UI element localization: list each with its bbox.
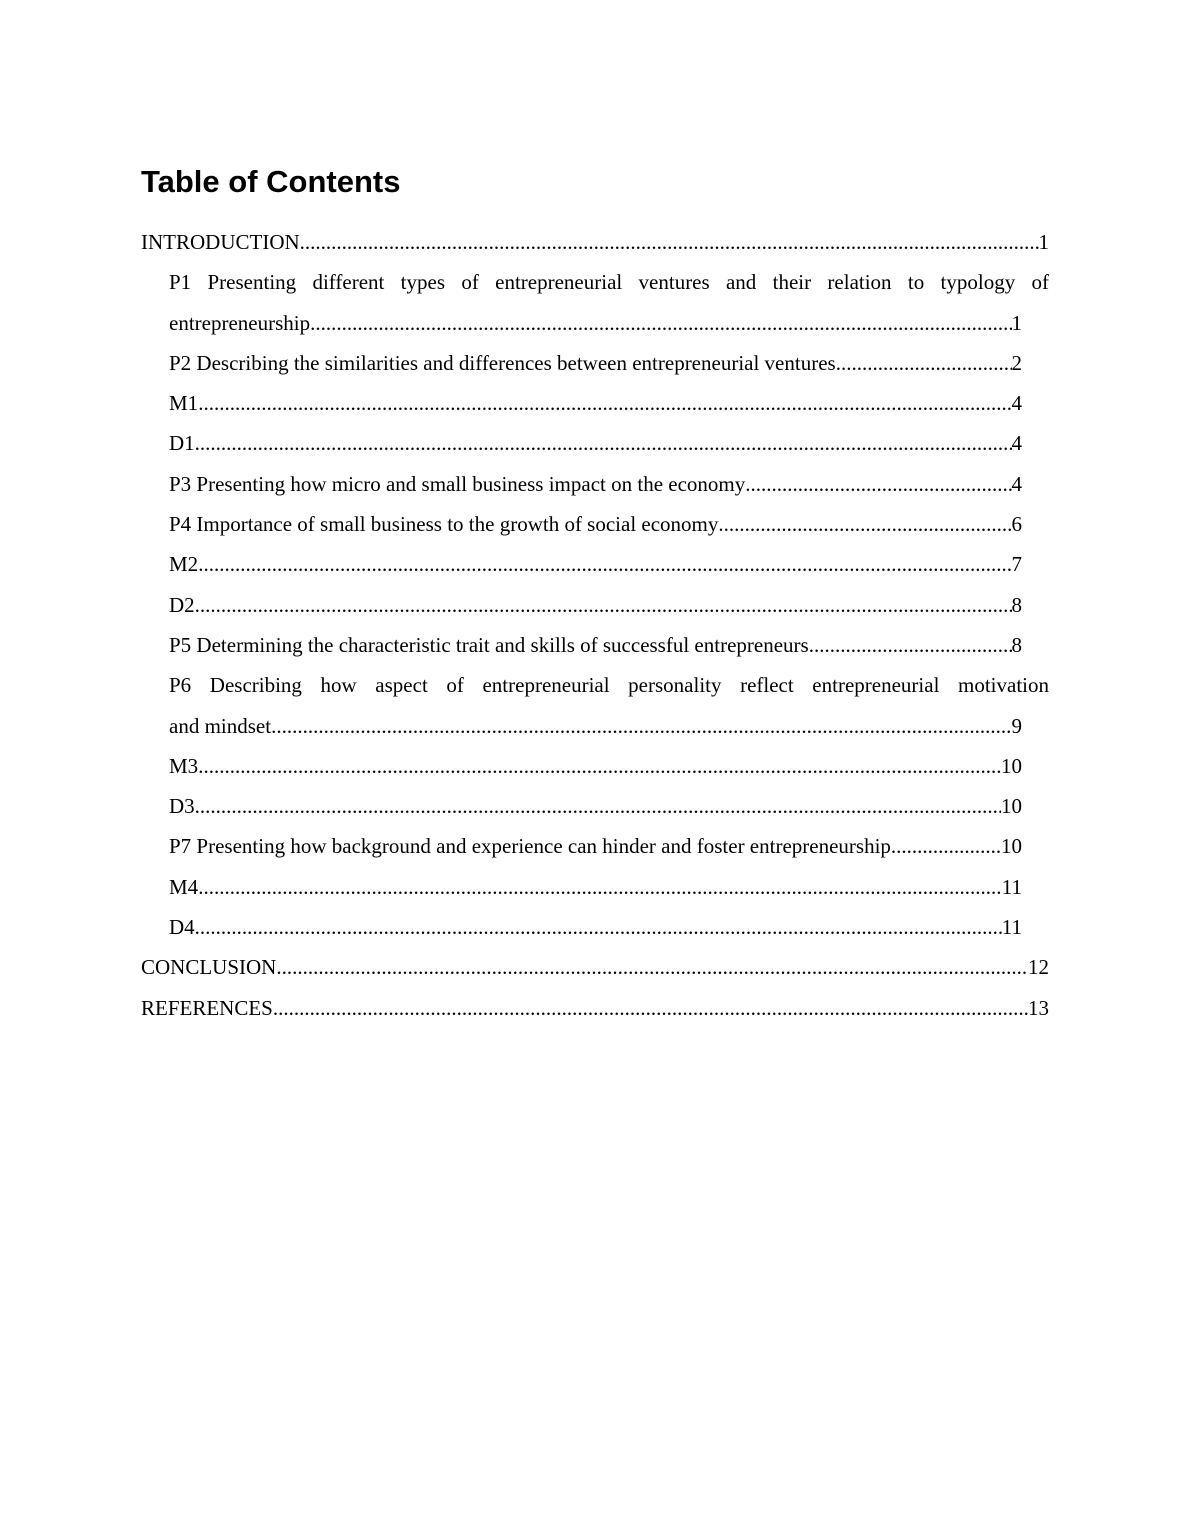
toc-page-number: 6: [1011, 512, 1022, 537]
dot-leader: [718, 504, 1011, 544]
table-of-contents: [141, 222, 1163, 1028]
toc-page-number: 10: [1001, 794, 1022, 819]
toc-entry-p1[interactable]: [141, 262, 1163, 343]
dot-leader: [271, 706, 1011, 746]
toc-entry-d4[interactable]: [141, 907, 1163, 947]
toc-entry-label: INTRODUCTION: [141, 230, 300, 254]
toc-entry-label-line1: P6 Describing how aspect of entrepreneurial personality reflect entrepreneurial motivation: [169, 673, 1049, 698]
toc-entry-label-line2: entrepreneurship: [169, 310, 311, 335]
dot-leader: [273, 988, 1028, 1028]
toc-entry-label: D4: [169, 915, 195, 940]
toc-entry-label: CONCLUSION: [141, 955, 277, 980]
dot-leader: [745, 464, 1011, 504]
toc-page-number: 12: [1028, 955, 1049, 980]
toc-entry-references[interactable]: [141, 988, 1163, 1028]
toc-entry-introduction[interactable]: [141, 222, 1163, 262]
toc-page-number: 4: [1011, 431, 1022, 456]
dot-leader: [809, 625, 1012, 665]
dot-leader: [300, 222, 1039, 262]
toc-entry-d2[interactable]: [141, 585, 1163, 625]
dot-leader: [195, 907, 1002, 947]
toc-entry-label: P2 Describing the similarities and differences between entrepreneurial ventures: [169, 350, 836, 375]
toc-entry-m3[interactable]: [141, 746, 1163, 786]
toc-entry-label: M1: [169, 391, 199, 416]
toc-entry-p6[interactable]: [141, 665, 1163, 746]
toc-page-number: 8: [1011, 592, 1022, 617]
toc-entry-label: P5 Determining the characteristic trait and skills of successful entrepreneurs: [169, 632, 809, 657]
toc-entry-p5[interactable]: [141, 625, 1163, 665]
dot-leader: [891, 826, 1001, 866]
toc-entry-label: M4: [169, 874, 199, 899]
toc-entry-m1[interactable]: [141, 383, 1163, 423]
toc-entry-p7[interactable]: [141, 826, 1163, 866]
dot-leader: [198, 544, 1011, 584]
toc-entry-label: P4 Importance of small business to the growth of social economy: [169, 512, 719, 537]
toc-page-number: 11: [1001, 915, 1022, 940]
toc-entry-label: P7 Presenting how background and experience can hinder and foster entrepreneurship: [169, 834, 891, 859]
toc-entry-label: D2: [169, 592, 195, 617]
toc-entry-d1[interactable]: [141, 423, 1163, 463]
toc-entry-label: M3: [169, 753, 199, 778]
toc-page-number: 1: [1038, 230, 1049, 254]
toc-entry-label: P3 Presenting how micro and small business impact on the economy: [169, 471, 746, 496]
toc-entry-p4[interactable]: [141, 504, 1163, 544]
toc-page-number: 2: [1011, 350, 1022, 375]
toc-entry-label-line2: and mindset: [169, 713, 272, 738]
toc-entry-p2[interactable]: [141, 343, 1163, 383]
toc-page-number: 4: [1011, 391, 1022, 416]
toc-entry-m2[interactable]: [141, 544, 1163, 584]
toc-page-number: 13: [1028, 995, 1049, 1020]
dot-leader: [195, 786, 1001, 826]
toc-entry-label: D3: [169, 794, 195, 819]
toc-page-number: 1: [1011, 310, 1022, 335]
dot-leader: [195, 585, 1012, 625]
toc-page-number: 10: [1001, 753, 1022, 778]
dot-leader: [195, 423, 1012, 463]
toc-entry-label: REFERENCES: [141, 995, 273, 1020]
toc-page-number: 9: [1011, 713, 1022, 738]
dot-leader: [198, 867, 1002, 907]
dot-leader: [310, 303, 1011, 343]
dot-leader: [276, 947, 1028, 987]
toc-entry-d3[interactable]: [141, 786, 1163, 826]
toc-page-number: 7: [1011, 552, 1022, 577]
dot-leader: [836, 343, 1012, 383]
toc-page-number: 8: [1011, 632, 1022, 657]
toc-page-number: 11: [1001, 874, 1022, 899]
toc-page-number: 4: [1011, 471, 1022, 496]
toc-title: Table of Contents: [141, 164, 401, 199]
toc-entry-conclusion[interactable]: [141, 947, 1163, 987]
dot-leader: [198, 383, 1011, 423]
toc-entry-label: M2: [169, 552, 199, 577]
toc-entry-p3[interactable]: [141, 464, 1163, 504]
toc-entry-m4[interactable]: [141, 867, 1163, 907]
dot-leader: [198, 746, 1001, 786]
toc-entry-label-line1: P1 Presenting different types of entrepreneurial ventures and their relation to typology of: [169, 270, 1049, 295]
toc-page-number: 10: [1001, 834, 1022, 859]
toc-entry-label: D1: [169, 431, 195, 456]
